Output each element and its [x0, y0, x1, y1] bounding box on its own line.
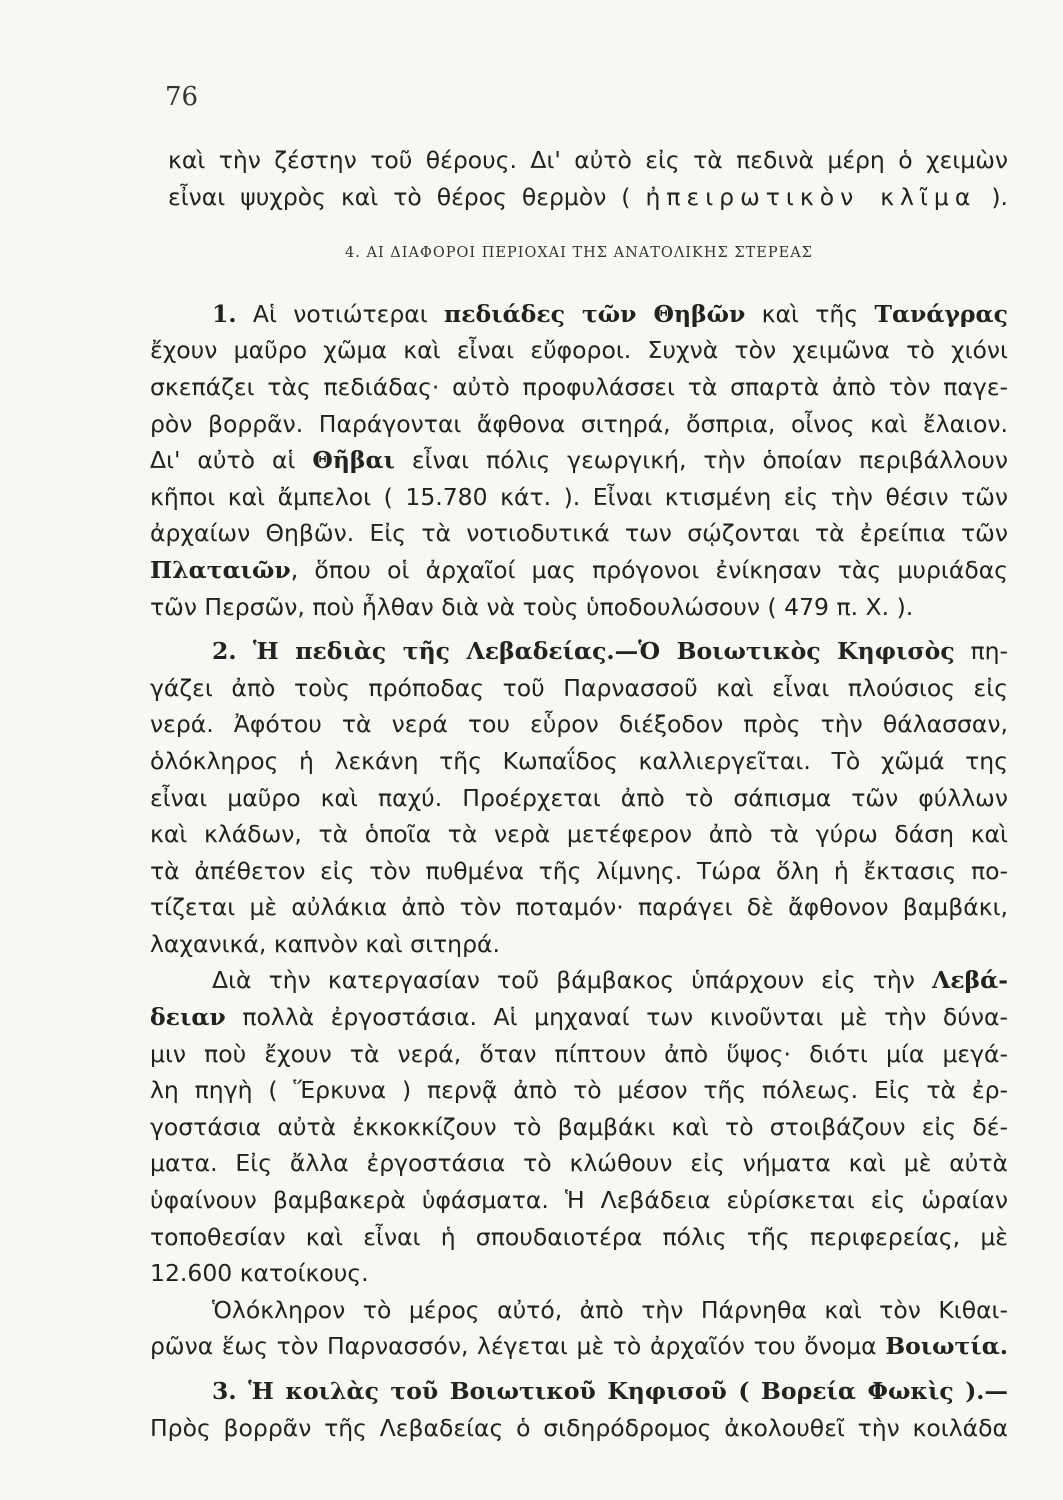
text-line: ὑφαίνουν βαμβακερὰ ὑφάσματα. Ἡ Λεβάδεια εὑρίσκεται εἰς ὡραίαν [150, 1186, 1008, 1215]
text-line: τὰ ἀπέθετον εἰς τὸν πυθμένα τῆς λίμνης. Τώρα ὅλη ἡ ἔκτασις πο- [150, 856, 1008, 885]
text-line: κῆποι καὶ ἄμπελοι ( 15.780 κάτ. ). Εἶναι κτισμένη εἰς τὴν θέσιν τῶν [150, 482, 1008, 511]
text-run: εἶναι πόλις γεωργική, τὴν ὁποίαν περιβάλλουν [411, 446, 1008, 475]
section-heading: 4. ΑΙ ΔΙΑΦΟΡΟΙ ΠΕΡΙΟΧΑΙ ΤΗΣ ΑΝΑΤΟΛΙΚΗΣ ΣΤΕΡΕΑΣ [345, 245, 813, 262]
text-line [150, 962, 1008, 999]
text-line: 12.600 κατοίκους. [150, 1259, 369, 1288]
text-run: , ὅπου οἱ ἀρχαῖοί μας πρόγονοι ἐνίκησαν τὰς μυριάδας [290, 555, 1008, 584]
section-title: 2. Ἡ πεδιὰς τῆς Λεβαδείας.—Ὁ Βοιωτικὸς Κηφισὸς [212, 637, 955, 666]
text-line [150, 552, 1008, 589]
text-line: σκεπάζει τὰς πεδιάδας· αὐτὸ προφυλάσσει τὰ σπαρτὰ ἀπὸ τὸν παγε- [150, 372, 1008, 401]
text-run: εἶναι ψυχρὸς καὶ τὸ θέρος θερμὸν ( [168, 182, 631, 211]
text-line: γοστάσια αὐτὰ ἐκκοκκίζουν τὸ βαμβάκι καὶ τὸ στοιβάζουν εἰς δέ- [150, 1112, 1008, 1141]
text-line: Ὁλόκληρον τὸ μέρος αὐτό, ἀπὸ τὴν Πάρνηθα καὶ τὸν Κιθαι- [212, 1295, 1008, 1324]
text-line: λαχανικά, καπνὸν καὶ σιτηρά. [150, 929, 500, 958]
bold-term: Πλαταιῶν [150, 555, 291, 584]
bold-term: Θῆβαι [312, 446, 395, 475]
text-line [150, 1373, 1008, 1410]
text-line [150, 442, 1008, 479]
page-number: 76 [165, 82, 199, 112]
text-run: καὶ τῆς [761, 299, 859, 328]
text-run: ). [991, 182, 1008, 211]
text-line: μιν ποὺ ἔχουν τὰ νερά, ὅταν πίπτουν ἀπὸ ὕψος· διότι μία μεγά- [150, 1039, 1008, 1068]
text-line: ὁλόκληρος ἡ λεκάνη τῆς Κωπαΐδος καλλιεργεῖται. Τὸ χῶμά της [150, 746, 1008, 775]
text-line: ἔχουν μαῦρο χῶμα καὶ εἶναι εὔφοροι. Συχνὰ τὸν χειμῶνα τὸ χιόνι [150, 336, 1008, 365]
text-line: τίζεται μὲ αὐλάκια ἀπὸ τὸν ποταμόν· παράγει δὲ ἄφθονον βαμβάκι, [150, 893, 1008, 922]
text-line: εἶναι μαῦρο καὶ παχύ. Προέρχεται ἀπὸ τὸ σάπισμα τῶν φύλλων [150, 783, 1008, 812]
text-run: Διὰ τὴν κατεργασίαν τοῦ βάμβακος ὑπάρχουν εἰς τὴν [212, 966, 915, 995]
text-line: τοποθεσίαν καὶ εἶναι ἡ σπουδαιοτέρα πόλις τῆς περιφερείας, μὲ [150, 1222, 1008, 1251]
text-line [150, 1328, 1008, 1365]
text-line: Πρὸς βορρᾶν τῆς Λεβαδείας ὁ σιδηρόδρομος ἀκολουθεῖ τὴν κοιλάδα [150, 1413, 1008, 1442]
text-line [150, 179, 1008, 216]
text-line: τῶν Περσῶν, ποὺ ἦλθαν διὰ νὰ τοὺς ὑποδουλώσουν ( 479 π. Χ. ). [150, 592, 914, 621]
text-run: πη- [970, 637, 1008, 666]
bold-term: πεδιάδες τῶν Θηβῶν [444, 299, 746, 328]
section-number: 1. [212, 299, 237, 328]
text-run: Δι' αὐτὸ αἱ [150, 446, 296, 475]
text-run: ρῶνα ἕως τὸν Παρνασσόν, λέγεται μὲ τὸ ἀρχαῖόν του ὄνομα [150, 1332, 877, 1361]
text-run: Αἱ νοτιώτεραι [252, 299, 428, 328]
text-line: λη πηγὴ ( Ἕρκυνα ) περνᾷ ἀπὸ τὸ μέσον τῆς πόλεως. Εἰς τὰ ἐρ- [150, 1076, 1008, 1105]
text-line: ρὸν βορρᾶν. Παράγονται ἄφθονα σιτηρά, ὄσπρια, οἶνος καὶ ἔλαιον. [150, 409, 1008, 438]
page-body [150, 142, 1008, 1446]
text-line [150, 999, 1008, 1036]
text-line: καὶ τὴν ζέστην τοῦ θέρους. Δι' αὐτὸ εἰς τὰ πεδινὰ μέρη ὁ χειμὼν [168, 146, 1008, 174]
bold-term: δειαν [150, 1003, 226, 1032]
bold-term: Βοιωτία. [885, 1332, 1008, 1361]
text-line: καὶ κλάδων, τὰ ὁποῖα τὰ νερὰ μετέφερον ἀπὸ τὰ γύρω δάση καὶ [150, 820, 1008, 849]
section-title: 3. Ἡ κοιλὰς τοῦ Βοιωτικοῦ Κηφισοῦ ( Βορεία Φωκὶς ).— [212, 1377, 1008, 1405]
text-line [150, 296, 1008, 333]
emphasis-text: ἠπειρωτικὸν κλῖμα [645, 182, 977, 211]
bold-term: Τανάγρας [874, 299, 1008, 328]
text-line: νερά. Ἀφότου τὰ νερά του εὗρον διέξοδον πρὸς τὴν θάλασσαν, [150, 710, 1008, 739]
text-line [150, 633, 1008, 670]
bold-term: Λεβά- [932, 966, 1008, 995]
text-line: γάζει ἀπὸ τοὺς πρόποδας τοῦ Παρνασσοῦ καὶ εἶναι πλούσιος εἰς [150, 673, 1008, 702]
text-line: ἀρχαίων Θηβῶν. Εἰς τὰ νοτιοδυτικά των σῴζονται τὰ ἐρείπια τῶν [150, 519, 1008, 548]
text-run: πολλὰ ἐργοστάσια. Αἱ μηχαναί των κινοῦνται μὲ τὴν δύνα- [242, 1003, 1008, 1032]
text-line: ματα. Εἰς ἄλλα ἐργοστάσια τὸ κλώθουν εἰς νήματα καὶ μὲ αὐτὰ [150, 1149, 1008, 1178]
